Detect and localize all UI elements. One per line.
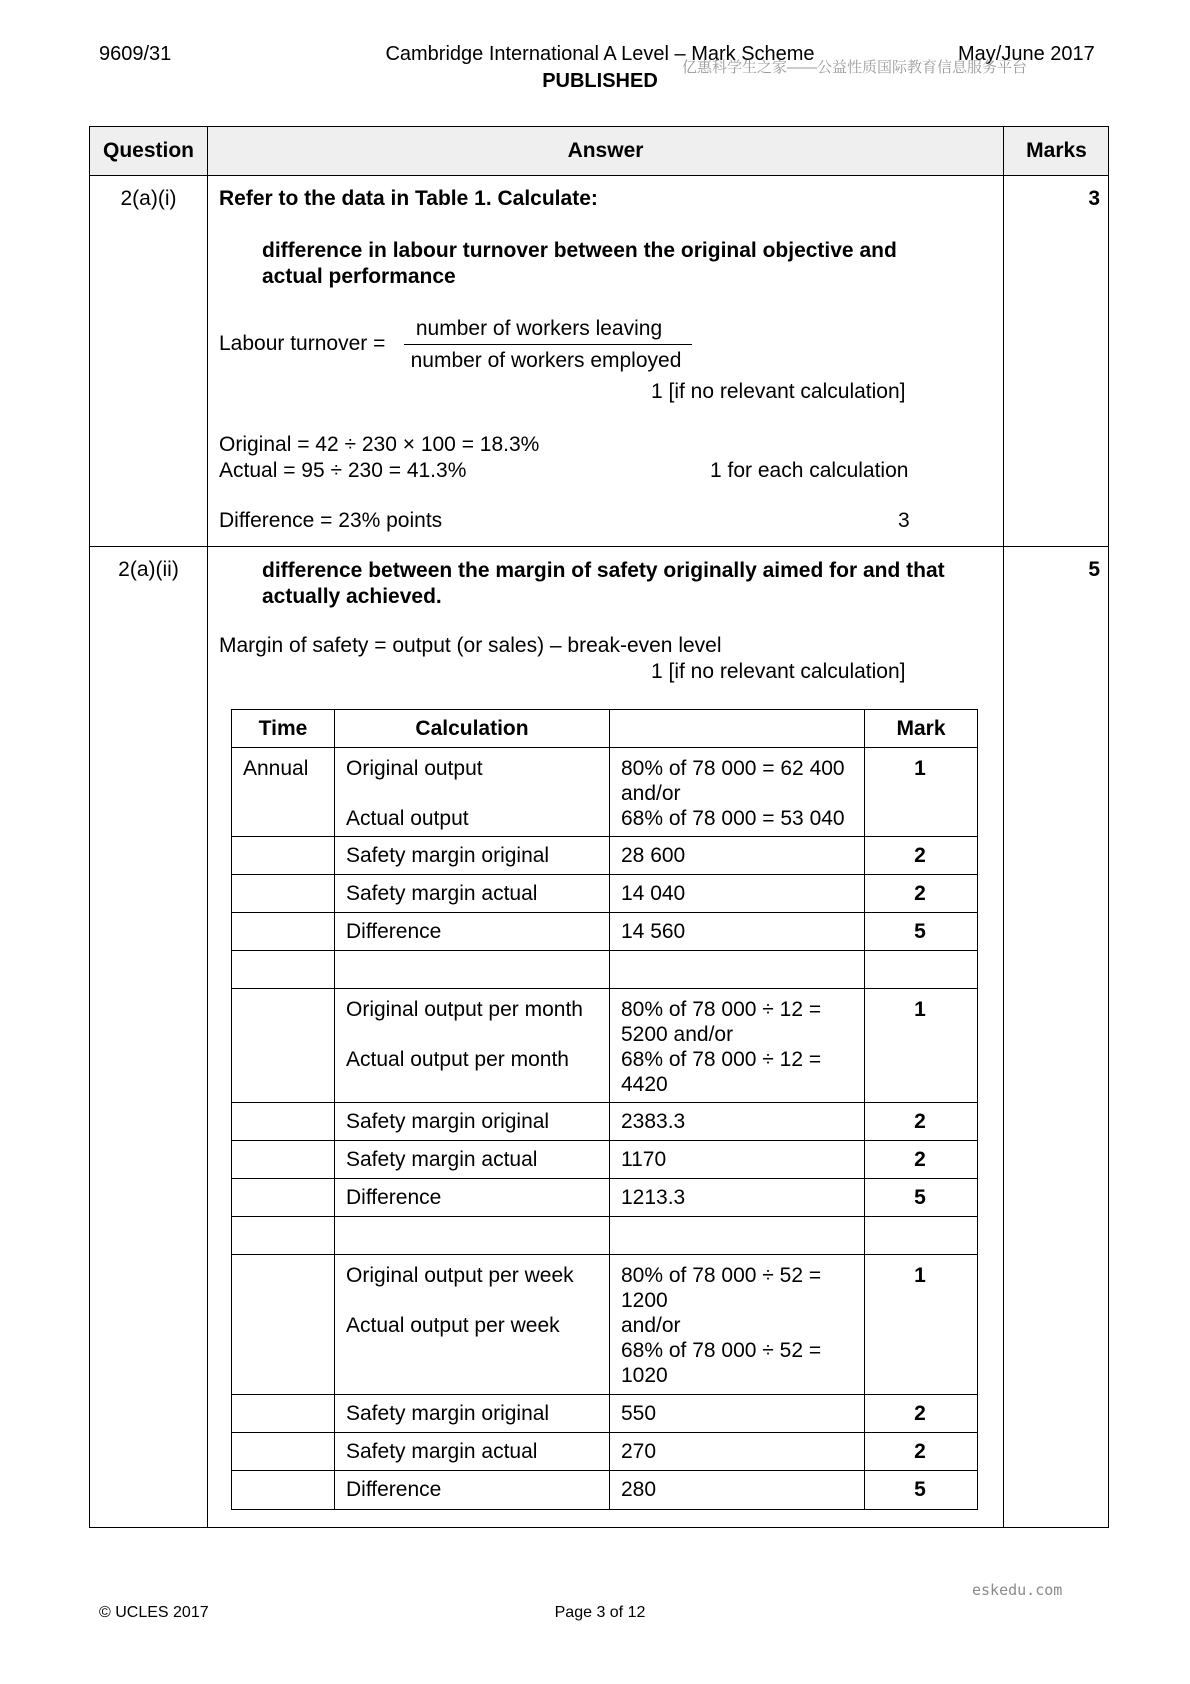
mark-note: 1 [if no relevant calculation] — [651, 380, 906, 403]
calculation-value: 1213.3 — [621, 1186, 686, 1209]
mark-note: 3 — [898, 509, 910, 532]
calculation-label: Safety margin actual — [346, 1440, 538, 1463]
fraction-bar — [404, 344, 692, 345]
divider — [232, 988, 977, 989]
calculation-value: 80% of 78 000 ÷ 52 = — [621, 1264, 822, 1287]
calculation-value: 1170 — [621, 1148, 667, 1171]
calculation-label: Difference — [346, 1478, 442, 1501]
calculation-value: 1200 — [621, 1289, 668, 1312]
calculation-value: and/or — [621, 1314, 681, 1337]
divider — [232, 1432, 977, 1433]
calculation-value: 550 — [621, 1402, 657, 1425]
mark-value: 2 — [914, 1402, 926, 1425]
mark-value: 5 — [914, 920, 926, 943]
calculation-label: Safety margin original — [346, 844, 550, 867]
calculation-label: Safety margin actual — [346, 1148, 538, 1171]
calculation-value: 14 040 — [621, 882, 686, 905]
copyright: © UCLES 2017 — [99, 1604, 209, 1621]
mark-value: 1 — [914, 1264, 926, 1287]
mark-value: 2 — [914, 1440, 926, 1463]
divider — [232, 950, 977, 951]
divider — [232, 1140, 977, 1141]
page-number: Page 3 of 12 — [554, 1604, 646, 1621]
calculation-value: 14 560 — [621, 920, 686, 943]
calculation-value: 68% of 78 000 ÷ 12 = — [621, 1048, 822, 1071]
question-task: difference in labour turnover between the original objective and actual performance — [262, 239, 897, 288]
divider — [232, 747, 977, 748]
original-calculation: Original = 42 ÷ 230 × 100 = 18.3% — [219, 433, 540, 456]
calculation-value: 80% of 78 000 ÷ 12 = — [621, 998, 822, 1021]
calculation-label: Difference — [346, 1186, 442, 1209]
mark-value: 2 — [914, 1148, 926, 1171]
column-header-marks: Marks — [1026, 139, 1087, 162]
calculation-label: Original output per month — [346, 998, 583, 1021]
mark-note: 1 for each calculation — [710, 459, 909, 482]
calculation-value: 280 — [621, 1478, 657, 1501]
calculation-value: 4420 — [621, 1073, 668, 1096]
question-marks: 3 — [1088, 187, 1100, 210]
calculation-label: Safety margin original — [346, 1402, 550, 1425]
calculation-label: Original output per week — [346, 1264, 574, 1287]
divider — [207, 127, 208, 1527]
divider — [232, 1394, 977, 1395]
formula-denominator: number of workers employed — [410, 349, 682, 372]
calculation-label: Actual output per month — [346, 1048, 569, 1071]
calculation-table — [231, 709, 978, 1510]
calculation-value: 68% of 78 000 = 53 040 — [621, 807, 845, 830]
column-header-time: Time — [258, 717, 308, 740]
calculation-value: 270 — [621, 1440, 657, 1463]
calculation-label: Actual output — [346, 807, 469, 830]
calculation-label: Safety margin original — [346, 1110, 550, 1133]
column-header-calculation: Calculation — [415, 717, 529, 740]
calculation-value: 80% of 78 000 = 62 400 — [621, 757, 845, 780]
calculation-value: 2383.3 — [621, 1110, 686, 1133]
mark-value: 2 — [914, 1110, 926, 1133]
site-watermark: eskedu.com — [972, 1581, 1063, 1599]
divider — [232, 874, 977, 875]
mark-value: 2 — [914, 882, 926, 905]
divider — [232, 1178, 977, 1179]
divider — [90, 175, 1108, 176]
document-code: 9609/31 — [99, 43, 172, 65]
question-number: 2(a)(i) — [120, 187, 177, 210]
question-marks: 5 — [1088, 558, 1100, 581]
actual-calculation: Actual = 95 ÷ 230 = 41.3% — [219, 459, 467, 482]
question-number: 2(a)(ii) — [118, 558, 179, 581]
question-task: difference between the margin of safety originally aimed for and that actually achieved. — [262, 559, 945, 608]
formula-label: Labour turnover = — [219, 332, 386, 355]
mark-value: 5 — [914, 1186, 926, 1209]
watermark: 亿惠科学生之家——公益性质国际教育信息服务平台 — [682, 59, 1028, 76]
divider — [334, 710, 335, 1509]
mark-value: 1 — [914, 998, 926, 1021]
divider — [232, 1102, 977, 1103]
mark-value: 2 — [914, 844, 926, 867]
formula: Margin of safety = output (or sales) – break-even level — [219, 634, 722, 657]
divider — [609, 710, 610, 1509]
column-header-question: Question — [102, 139, 194, 162]
calculation-value: 28 600 — [621, 844, 686, 867]
calculation-label: Actual output per week — [346, 1314, 560, 1337]
divider — [232, 1254, 977, 1255]
exam-session: May/June 2017 — [958, 43, 1095, 65]
document-title: Cambridge International A Level – Mark Scheme — [385, 43, 815, 65]
divider — [232, 912, 977, 913]
calculation-label: Difference — [346, 920, 442, 943]
mark-value: 5 — [914, 1478, 926, 1501]
calculation-label: Original output — [346, 757, 483, 780]
time-label: Annual — [243, 757, 309, 780]
calculation-value: 1020 — [621, 1364, 668, 1387]
divider — [232, 1216, 977, 1217]
divider — [232, 836, 977, 837]
published-label: PUBLISHED — [542, 70, 658, 92]
calculation-value: 68% of 78 000 ÷ 52 = — [621, 1339, 822, 1362]
formula-numerator: number of workers leaving — [415, 317, 663, 340]
column-header-answer: Answer — [567, 139, 644, 162]
question-intro: Refer to the data in Table 1. Calculate: — [219, 187, 598, 210]
divider — [1003, 127, 1004, 1527]
divider — [232, 1470, 977, 1471]
mark-value: 1 — [914, 757, 926, 780]
mark-note: 1 [if no relevant calculation] — [651, 660, 906, 683]
calculation-value: 5200 and/or — [621, 1023, 734, 1046]
column-header-mark: Mark — [896, 717, 946, 740]
divider — [90, 546, 1108, 547]
calculation-label: Safety margin actual — [346, 882, 538, 905]
difference-calculation: Difference = 23% points — [219, 509, 443, 532]
calculation-value: and/or — [621, 782, 681, 805]
